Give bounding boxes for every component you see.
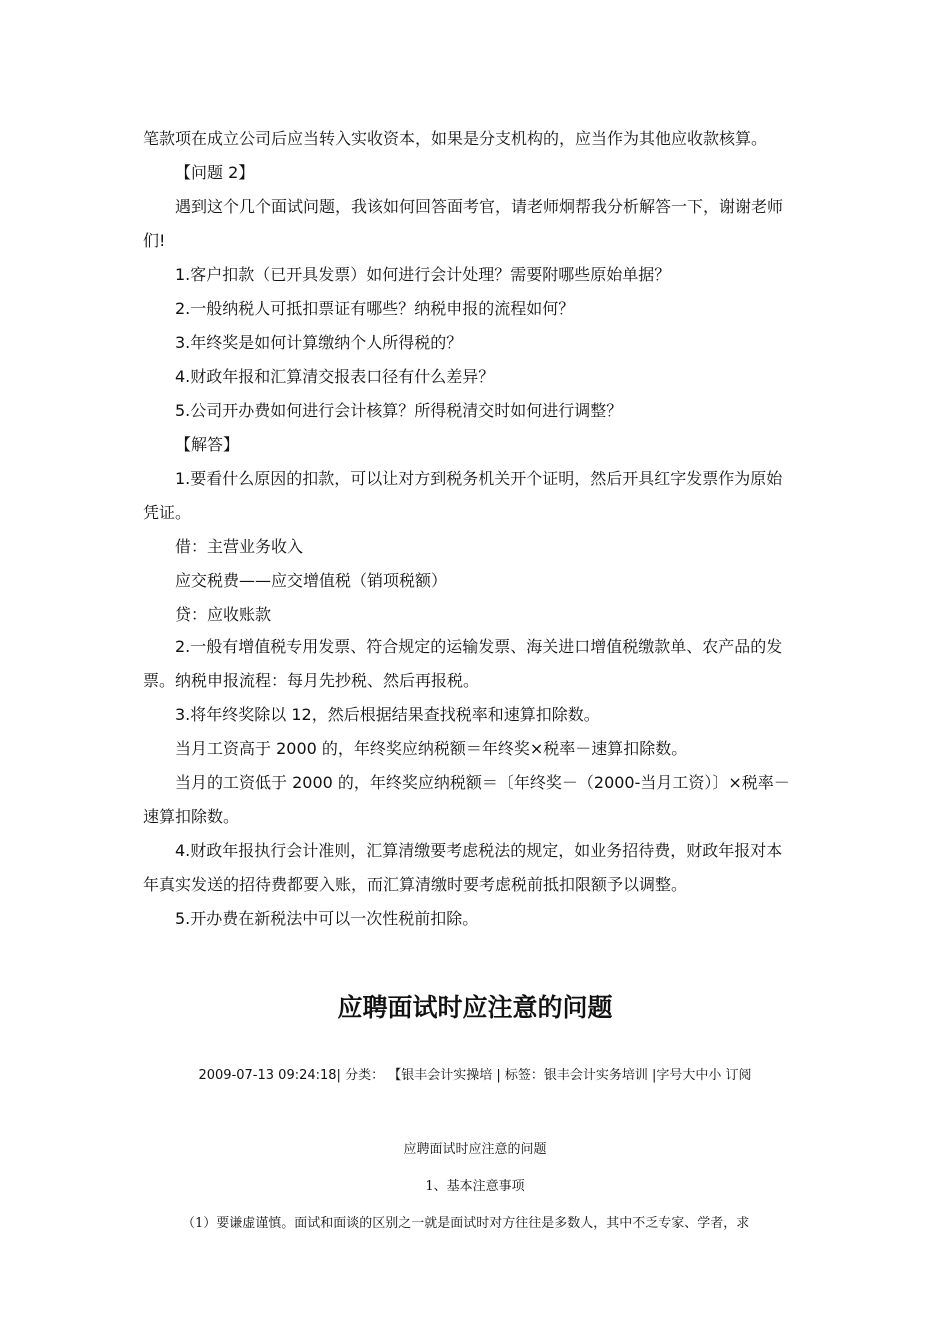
question-item-4: 4.财政年报和汇算清交报表口径有什么差异？ (175, 367, 495, 386)
question-2-heading: 【问题 2】 (175, 163, 255, 182)
article-subtitle: 应聘面试时应注意的问题 (403, 1142, 547, 1157)
answer-2-line1: 2.一般有增值税专用发票、符合规定的运输发票、海关进口增值税缴款单、农产品的发 (175, 637, 783, 656)
section-heading: 1、基本注意事项 (425, 1179, 525, 1194)
article-paragraph: （1）要谦虚谨慎。面试和面谈的区别之一就是面试时对方往往是多数人，其中不乏专家、学者，求 (182, 1216, 750, 1231)
article-meta: 2009-07-13 09:24:18| 分类： 【银丰会计实操培 | 标签：银丰会计实务培训 |字号大中小 订阅 (198, 1068, 752, 1083)
journal-entry-tax: 应交税费——应交增值税（销项税额） (175, 571, 448, 590)
answer-4-line1: 4.财政年报执行会计准则，汇算清缴要考虑税法的规定，如业务招待费，财政年报对本 (175, 841, 783, 860)
article-title: 应聘面试时应注意的问题 (337, 993, 613, 1022)
answer-3-low-salary-line2: 速算扣除数。 (143, 807, 240, 826)
answer-3-low-salary-line1: 当月的工资低于 2000 的，年终奖应纳税额＝〔年终奖－（2000-当月工资）〕×税率－ (175, 773, 790, 792)
question-intro-line2: 们! (143, 231, 166, 250)
question-item-1: 1.客户扣款（已开具发票）如何进行会计处理？需要附哪些原始单据？ (175, 265, 671, 284)
question-item-3: 3.年终奖是如何计算缴纳个人所得税的？ (175, 333, 463, 352)
journal-entry-credit: 贷：应收账款 (175, 605, 272, 624)
answer-1-line2: 凭证。 (143, 503, 192, 522)
continued-text: 笔款项在成立公司后应当转入实收资本，如果是分支机构的，应当作为其他应收款核算。 (143, 129, 768, 148)
journal-entry-debit: 借：主营业务收入 (175, 537, 304, 556)
answer-1-line1: 1.要看什么原因的扣款，可以让对方到税务机关开个证明，然后开具红字发票作为原始 (175, 469, 783, 488)
answer-2-line2: 票。纳税申报流程：每月先抄税、然后再报税。 (143, 671, 480, 690)
question-item-5: 5.公司开办费如何进行会计核算？所得税清交时如何进行调整？ (175, 401, 623, 420)
answer-4-line2: 年真实发送的招待费都要入账，而汇算清缴时要考虑税前抵扣限额予以调整。 (143, 875, 688, 894)
answer-heading: 【解答】 (175, 435, 240, 454)
answer-3-high-salary: 当月工资高于 2000 的，年终奖应纳税额＝年终奖×税率－速算扣除数。 (175, 739, 688, 758)
answer-5: 5.开办费在新税法中可以一次性税前扣除。 (175, 909, 479, 928)
answer-3: 3.将年终奖除以 12，然后根据结果查找税率和速算扣除数。 (175, 705, 600, 724)
question-intro-line1: 遇到这个几个面试问题，我该如何回答面考官，请老师炯帮我分析解答一下，谢谢老师 (175, 197, 784, 216)
question-item-2: 2.一般纳税人可抵扣票证有哪些？纳税申报的流程如何？ (175, 299, 575, 318)
